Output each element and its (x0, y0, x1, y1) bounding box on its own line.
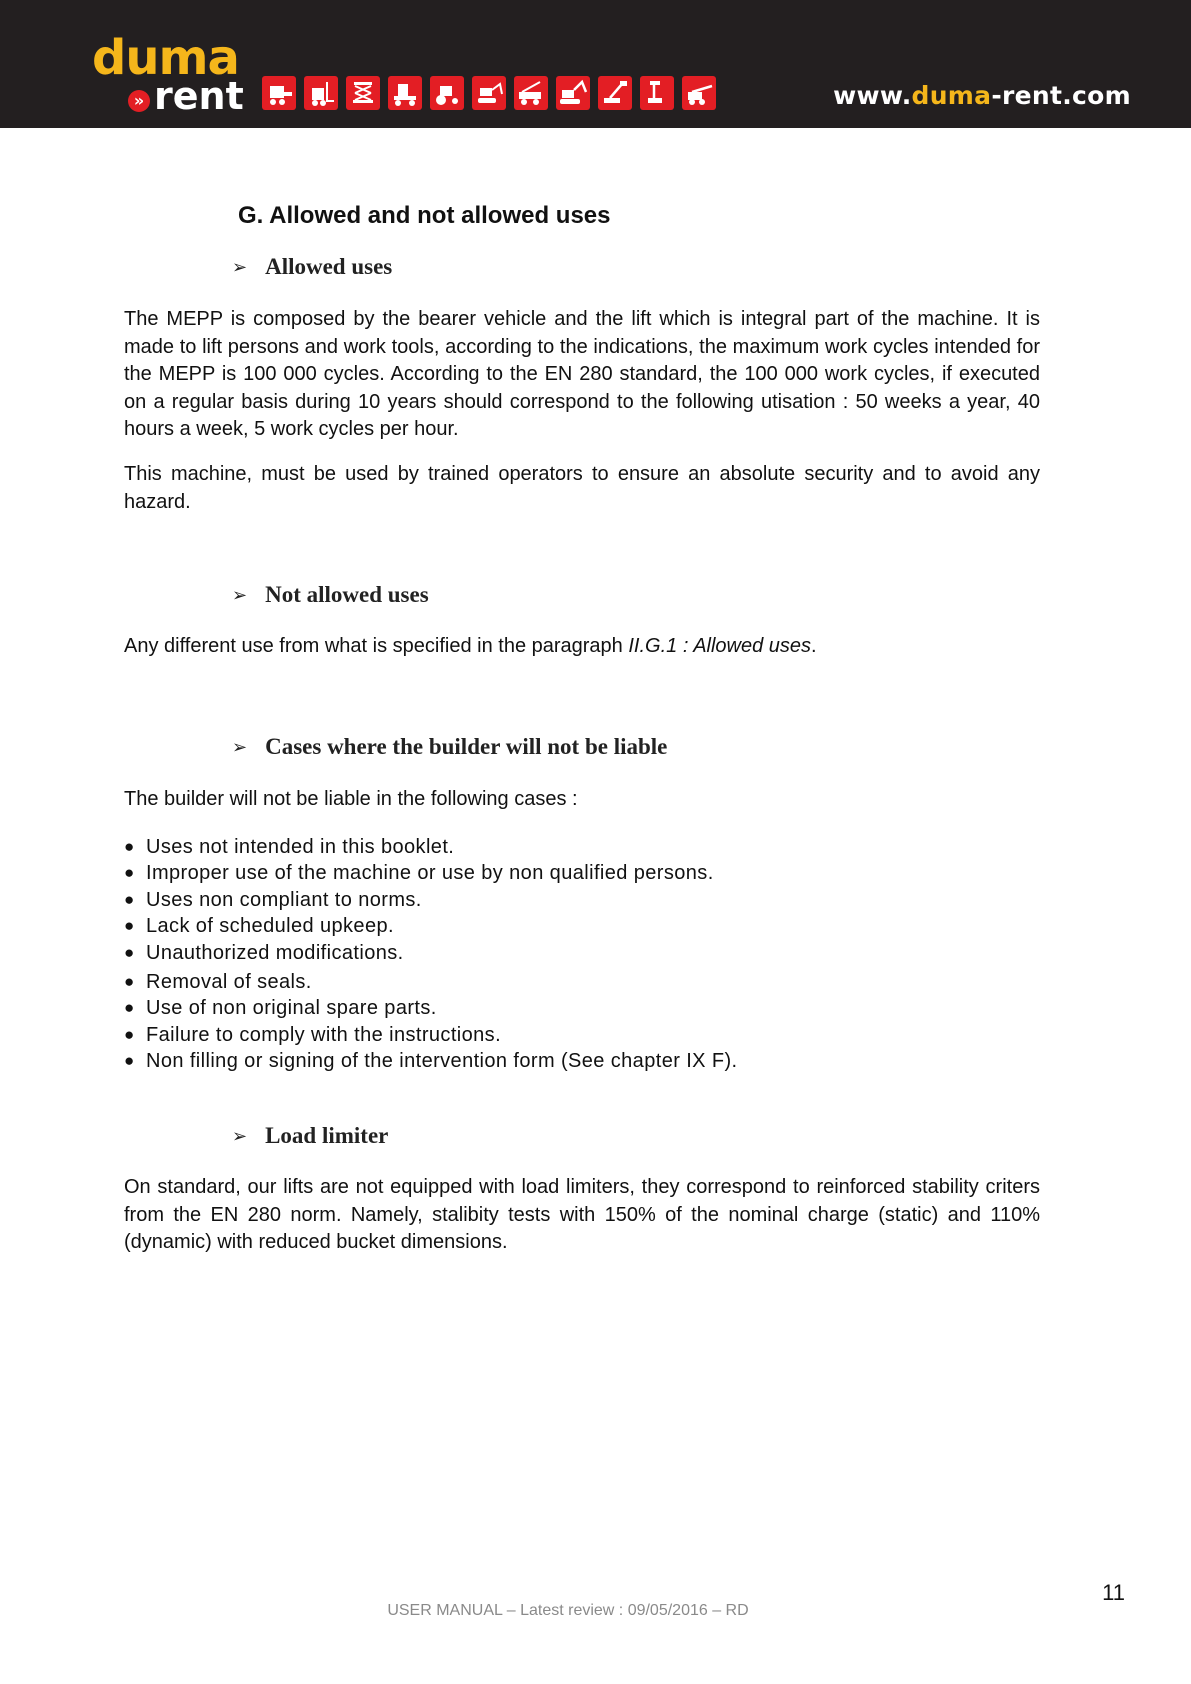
logo-arrow-icon: » (128, 90, 150, 112)
allowed-uses-paragraph-1: The MEPP is composed by the bearer vehicle and the lift which is integral part of the machine. It is made to lift persons and work tools, according to the indications, the maximum work cycles intended for the MEPP is 100 000 cycles. According to the EN 280 standard, the 100 000 work cycles, if executed on a regular basis during 10 years should correspond to the following utisation : 50 weeks a year, 40 hours a week, 5 work cycles per hour. (124, 308, 1040, 440)
list-item-text: Unauthorized modifications. (146, 941, 404, 964)
bullet-dot-icon: ● (124, 837, 135, 856)
list-item (124, 834, 738, 860)
scissor-lift-icon (346, 76, 380, 110)
url-brand: duma (911, 81, 992, 110)
heading-text: Load limiter (265, 1123, 389, 1148)
list-item (124, 969, 738, 995)
machine-icon-strip (262, 76, 724, 110)
bullet-dot-icon: ● (124, 1051, 135, 1071)
logo-duma: duma (92, 30, 239, 86)
forklift-icon (304, 76, 338, 110)
arrow-bullet-icon: ➢ (232, 256, 248, 278)
tractor-icon (430, 76, 464, 110)
heading-builder-not-liable (232, 734, 667, 760)
heading-text: Cases where the builder will not be liable (265, 734, 668, 759)
heading-load-limiter (232, 1123, 388, 1149)
bullet-dot-icon: ● (124, 942, 135, 962)
page-number: 11 (1102, 1580, 1125, 1605)
footer-text: USER MANUAL – Latest review : 09/05/2016 – RD (387, 1602, 749, 1619)
heading-text: Allowed uses (265, 254, 393, 279)
arrow-bullet-icon: ➢ (232, 1125, 248, 1147)
list-item (124, 940, 738, 966)
url-prefix: www. (833, 81, 912, 110)
excavator-icon (556, 76, 590, 110)
mini-excavator-icon (472, 76, 506, 110)
bullet-dot-icon: ● (124, 889, 135, 909)
compact-loader-icon (388, 76, 422, 110)
logo-rent: rent (154, 74, 244, 118)
aerial-platform-icon (640, 76, 674, 110)
section-title: G. Allowed and not allowed uses (238, 202, 611, 229)
paragraph-reference: II.G.1 : Allowed uses (628, 635, 812, 657)
boom-lift-icon (598, 76, 632, 110)
list-item (124, 887, 738, 913)
url-suffix: -rent.com (991, 81, 1131, 110)
list-item-text: Uses non compliant to norms. (146, 888, 422, 911)
list-item (124, 1022, 738, 1048)
liability-intro: The builder will not be liable in the following cases : (124, 788, 578, 810)
list-item-text: Use of non original spare parts. (146, 997, 437, 1020)
text-before: Any different use from what is specified in the paragraph (124, 635, 629, 657)
page-header (0, 0, 1191, 128)
text-after: . (811, 635, 817, 657)
list-item (124, 995, 738, 1021)
list-item-text: Failure to comply with the instructions. (146, 1023, 502, 1046)
heading-not-allowed-uses (232, 582, 429, 608)
heading-allowed-uses (232, 254, 392, 280)
list-item-text: Removal of seals. (146, 971, 312, 994)
load-limiter-paragraph: On standard, our lifts are not equipped with load limiters, they correspond to reinforced stability criters from the EN 280 norm. Namely, stalibity tests with 150% of the nominal charge (static) and 110% (dynamic) with reduced bucket dimensions. (124, 1176, 1040, 1253)
website-url[interactable] (833, 81, 1131, 110)
bullet-dot-icon: ● (124, 998, 135, 1018)
list-item-text: Non filling or signing of the intervention form (See chapter IX F). (146, 1050, 738, 1073)
bullet-dot-icon: ● (124, 1024, 135, 1044)
list-item-text: Uses not intended in this booklet. (146, 836, 455, 858)
bullet-dot-icon: ● (124, 863, 135, 883)
skid-steer-icon (262, 76, 296, 110)
telehandler-icon (682, 76, 716, 110)
list-item-text: Lack of scheduled upkeep. (146, 915, 394, 938)
bullet-dot-icon: ● (124, 972, 135, 992)
crane-truck-icon (514, 76, 548, 110)
arrow-bullet-icon: ➢ (232, 736, 248, 758)
allowed-uses-paragraph-2: This machine, must be used by trained operators to ensure an absolute security and to avoid any hazard. (124, 463, 1040, 513)
list-item-text: Improper use of the machine or use by non qualified persons. (146, 862, 714, 885)
heading-text: Not allowed uses (265, 582, 429, 607)
not-allowed-paragraph (124, 633, 1040, 661)
arrow-bullet-icon: ➢ (232, 584, 248, 606)
list-item (124, 1048, 738, 1074)
list-item (124, 913, 738, 939)
bullet-dot-icon: ● (124, 916, 135, 936)
liability-list (124, 834, 738, 1075)
list-item (124, 860, 738, 886)
